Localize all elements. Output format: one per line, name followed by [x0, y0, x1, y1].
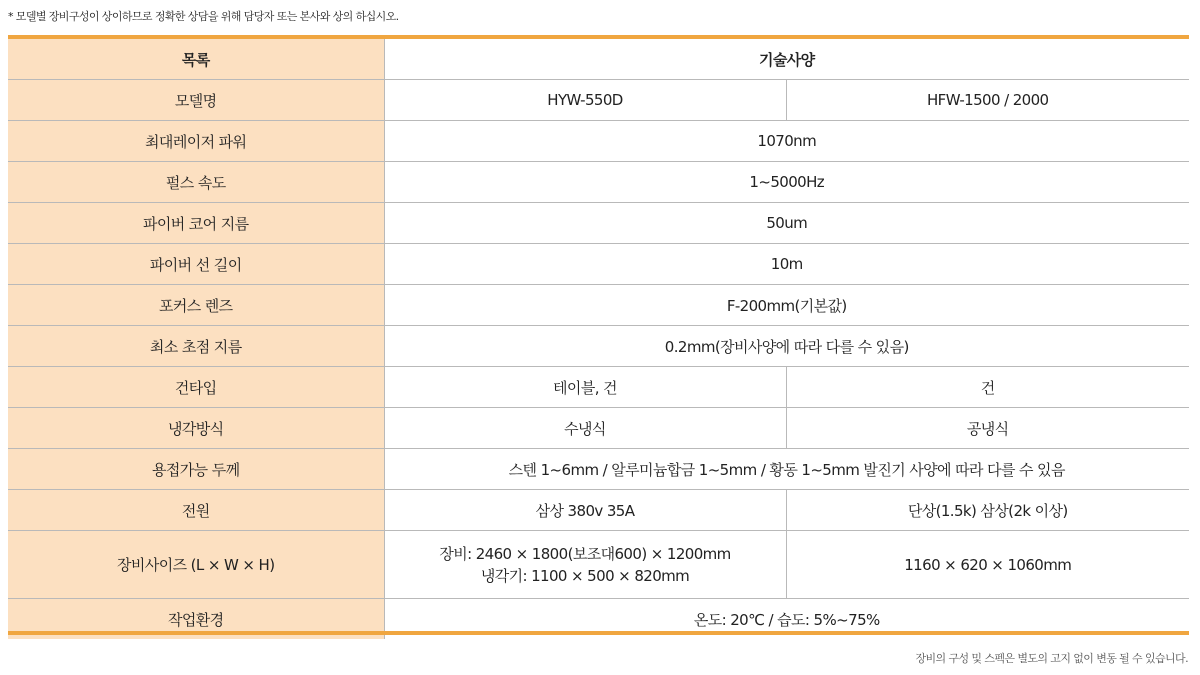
table-row — [8, 162, 1189, 203]
power-value-1: 삼상 380v 35A — [384, 490, 786, 531]
row-label-cooling: 냉각방식 — [8, 408, 384, 449]
pulse-rate-value: 1~5000Hz — [384, 162, 1189, 203]
notice-bottom: 장비의 구성 및 스펙은 별도의 고지 없이 변동 될 수 있습니다. — [915, 652, 1188, 665]
table-row — [8, 80, 1189, 121]
notice-top: * 모델별 장비구성이 상이하므로 정확한 상담을 위해 담당자 또는 본사와 상의 하십시오. — [8, 10, 399, 23]
table-row — [8, 531, 1189, 599]
fiber-core-value: 50um — [384, 203, 1189, 244]
size-value-2: 1160 × 620 × 1060mm — [786, 531, 1189, 599]
spec-table — [8, 39, 1189, 639]
table-row — [8, 244, 1189, 285]
gun-type-value-2: 건 — [786, 367, 1189, 408]
row-label-min-spot: 최소 초점 지름 — [8, 326, 384, 367]
row-label-fiber-core: 파이버 코어 지름 — [8, 203, 384, 244]
fiber-length-value: 10m — [384, 244, 1189, 285]
min-spot-value: 0.2mm(장비사양에 따라 다를 수 있음) — [384, 326, 1189, 367]
size-equipment-line: 장비: 2460 × 1800(보조대600) × 1200mm — [439, 544, 731, 563]
cooling-value-2: 공냉식 — [786, 408, 1189, 449]
size-chiller-line: 냉각기: 1100 × 500 × 820mm — [480, 566, 690, 585]
table-row — [8, 285, 1189, 326]
environment-value: 온도: 20℃ / 습도: 5%~75% — [384, 599, 1189, 640]
row-label-environment: 작업환경 — [8, 599, 384, 640]
cooling-value-1: 수냉식 — [384, 408, 786, 449]
table-row — [8, 326, 1189, 367]
table-row — [8, 367, 1189, 408]
table-row — [8, 449, 1189, 490]
header-spec: 기술사양 — [384, 39, 1189, 80]
focus-lens-value: F-200mm(기본값) — [384, 285, 1189, 326]
size-value-1 — [384, 531, 786, 599]
row-label-laser-power: 최대레이저 파워 — [8, 121, 384, 162]
table-row — [8, 203, 1189, 244]
table-row — [8, 121, 1189, 162]
header-list: 목록 — [8, 39, 384, 80]
laser-power-value: 1070nm — [384, 121, 1189, 162]
row-label-pulse-rate: 펄스 속도 — [8, 162, 384, 203]
row-label-weld-thickness: 용접가능 두께 — [8, 449, 384, 490]
row-label-gun-type: 건타입 — [8, 367, 384, 408]
row-label-focus-lens: 포커스 렌즈 — [8, 285, 384, 326]
accent-bar-bottom — [8, 631, 1189, 635]
gun-type-value-1: 테이블, 건 — [384, 367, 786, 408]
row-label-model: 모델명 — [8, 80, 384, 121]
table-header-row — [8, 39, 1189, 80]
table-row — [8, 408, 1189, 449]
row-label-power: 전원 — [8, 490, 384, 531]
row-label-fiber-length: 파이버 선 길이 — [8, 244, 384, 285]
table-row — [8, 490, 1189, 531]
weld-thickness-value: 스텐 1~6mm / 알루미늄합금 1~5mm / 황동 1~5mm 발진기 사양에 따라 다를 수 있음 — [384, 449, 1189, 490]
row-label-size: 장비사이즈 (L × W × H) — [8, 531, 384, 599]
model-value-2: HFW-1500 / 2000 — [786, 80, 1189, 121]
power-value-2: 단상(1.5k) 삼상(2k 이상) — [786, 490, 1189, 531]
model-value-1: HYW-550D — [384, 80, 786, 121]
